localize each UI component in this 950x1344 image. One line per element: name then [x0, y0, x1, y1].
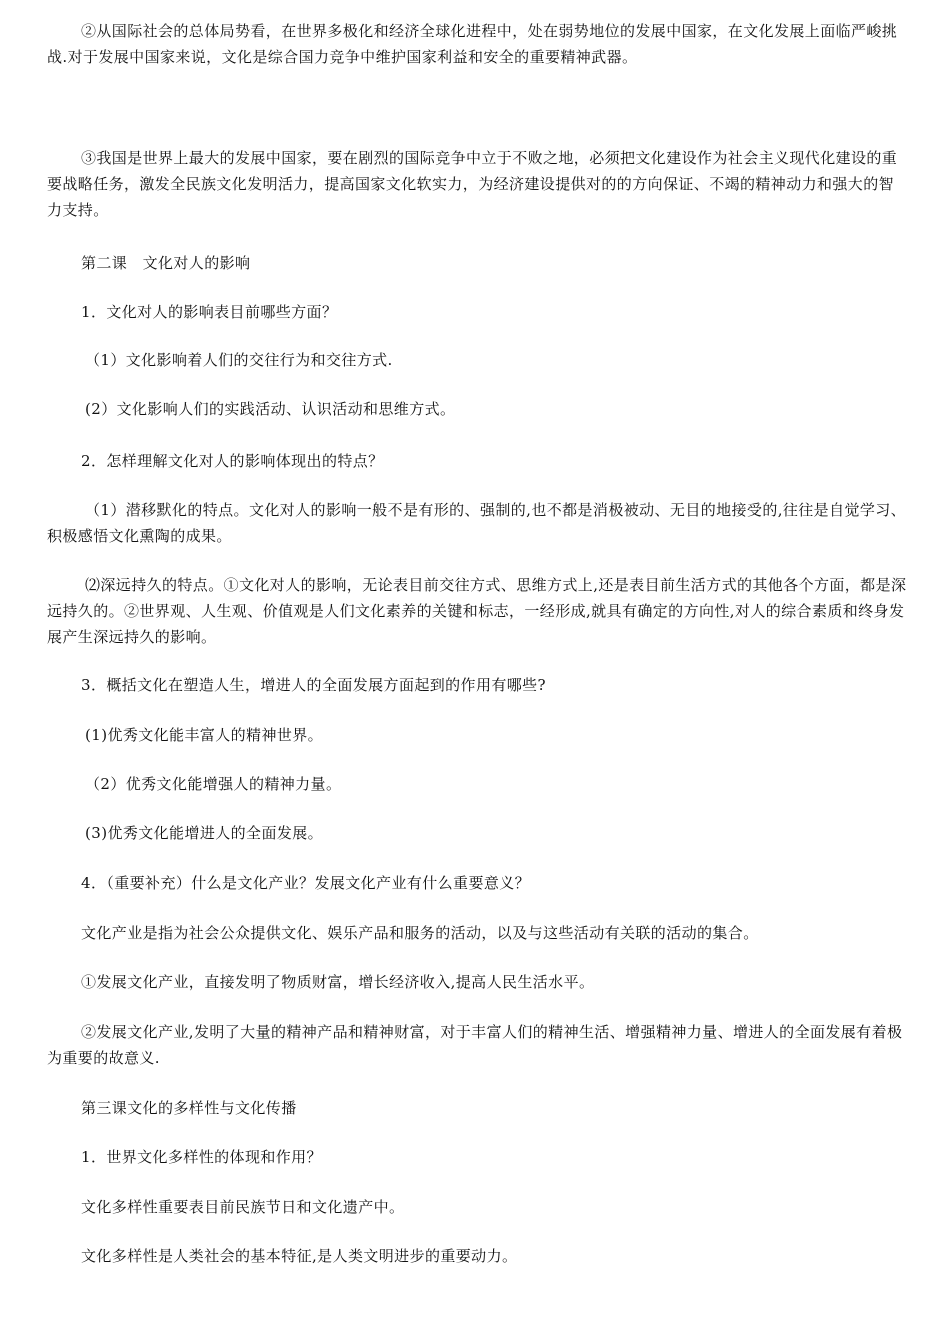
paragraph-china-development: ③我国是世界上最大的发展中国家，要在剧烈的国际竞争中立于不败之地，必须把文化建设作为社会主义现代化建设的重要战略任务，激发全民族文化发明活力，提高国家文化软实力，为经济建设提供对的的方向保证、不竭的精神动力和强大的智力支持。	[47, 149, 898, 219]
answer-paragraph: 文化多样性重要表目前民族节日和文化遗产中。	[81, 1198, 405, 1216]
answer-item: (1)优秀文化能丰富人的精神世界。	[85, 726, 324, 744]
significance-item: ②发展文化产业,发明了大量的精神产品和精神财富，对于丰富人们的精神生活、增强精神力量、增进人的全面发展有着极为重要的故意义.	[47, 1023, 903, 1067]
paragraph-international-situation: ②从国际社会的总体局势看，在世界多极化和经济全球化进程中，处在弱势地位的发展中国家，在文化发展上面临严峻挑战.对于发展中国家来说，文化是综合国力竞争中维护国家利益和安全的重要精神武器。	[47, 22, 898, 66]
answer-paragraph: ⑵深远持久的特点。①文化对人的影响，无论表目前交往方式、思维方式上,还是表目前生活方式的其他各个方面，都是深远持久的。②世界观、人生观、价值观是人们文化素养的关键和标志，一经形成,就具有确定的方向性,对人的综合素质和终身发展产生深远持久的影响。	[47, 576, 907, 646]
answer-paragraph: 文化多样性是人类社会的基本特征,是人类文明进步的重要动力。	[81, 1247, 518, 1265]
answer-item: (3)优秀文化能增进人的全面发展。	[85, 824, 324, 842]
answer-item: (2）文化影响人们的实践活动、认识活动和思维方式。	[85, 400, 456, 418]
answer-item: （2）优秀文化能增强人的精神力量。	[85, 775, 342, 793]
question-4-heading: 4．（重要补充）什么是文化产业？发展文化产业有什么重要意义？	[81, 874, 531, 892]
question-heading: 1．世界文化多样性的体现和作用？	[81, 1148, 322, 1166]
lesson-two-heading: 第二课 文化对人的影响	[81, 254, 251, 272]
question-1-heading: 1．文化对人的影响表目前哪些方面？	[81, 303, 338, 321]
significance-item: ①发展文化产业，直接发明了物质财富，增长经济收入,提高人民生活水平。	[81, 973, 595, 991]
answer-item: （1）文化影响着人们的交往行为和交往方式.	[85, 351, 393, 369]
question-3-heading: 3．概括文化在塑造人生，增进人的全面发展方面起到的作用有哪些?	[81, 676, 546, 694]
answer-paragraph: （1）潜移默化的特点。文化对人的影响一般不是有形的、强制的,也不都是消极被动、无目的地接受的,往往是自觉学习、积极感悟文化熏陶的成果。	[47, 501, 907, 545]
definition-paragraph: 文化产业是指为社会公众提供文化、娱乐产品和服务的活动，以及与这些活动有关联的活动的集合。	[81, 924, 759, 942]
question-2-heading: 2．怎样理解文化对人的影响体现出的特点？	[81, 452, 384, 470]
lesson-three-heading: 第三课文化的多样性与文化传播	[81, 1099, 297, 1117]
